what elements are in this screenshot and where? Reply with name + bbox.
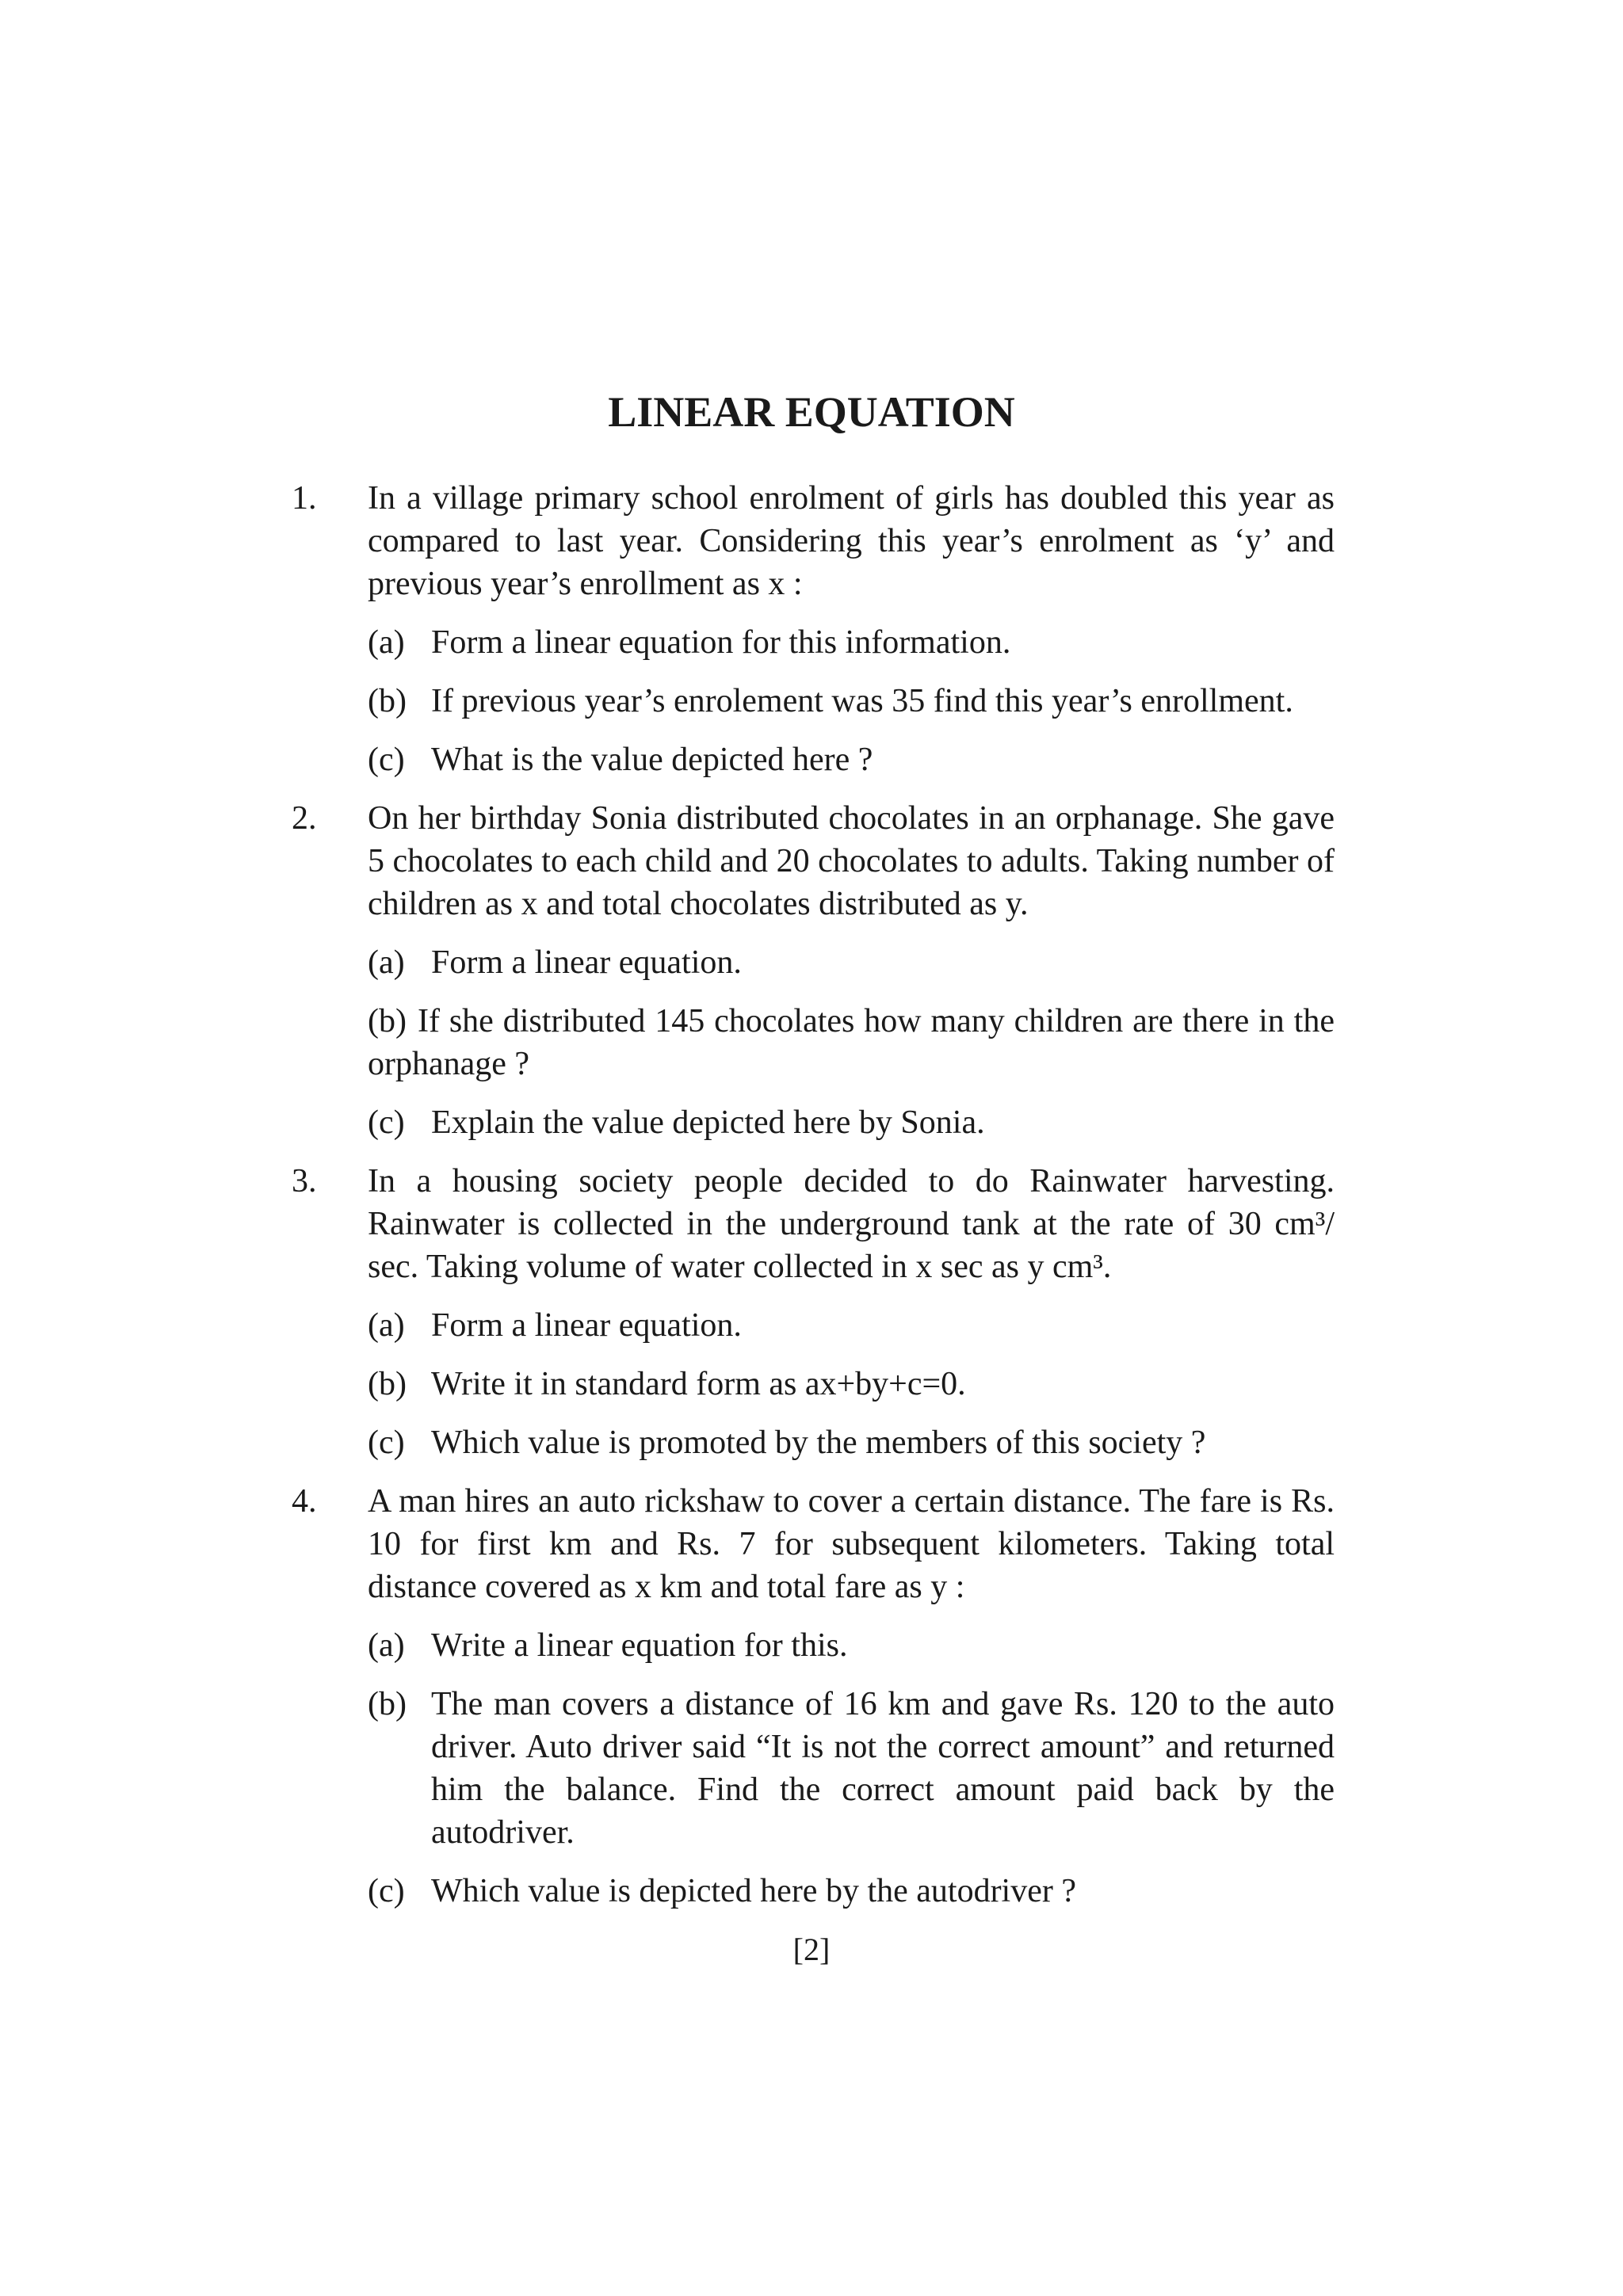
sub-question-text: Write a linear equation for this.: [431, 1627, 848, 1664]
sub-question: [368, 1421, 1335, 1464]
sub-question-label: (b): [368, 1366, 407, 1402]
sub-question-list: [368, 1304, 1335, 1464]
sub-question: [368, 1683, 1335, 1854]
question-text: In a village primary school enrolment of girls has doubled this year as compared to last year. Considering this year’s enrolment as ‘y’ and previous year’s enrollment as x :: [368, 480, 1335, 602]
sub-question-text: If previous year’s enrolement was 35 find this year’s enrollment.: [431, 683, 1293, 719]
sub-question-list: [368, 621, 1335, 781]
question-number: 1.: [292, 480, 317, 517]
sub-question: [368, 1624, 1335, 1667]
sub-question: [368, 1101, 1335, 1144]
sub-question-label: (a): [368, 624, 405, 661]
sub-question-label: (b): [368, 683, 407, 719]
sub-question-text: Explain the value depicted here by Sonia.: [431, 1104, 985, 1141]
sub-question-label: (c): [368, 1425, 405, 1461]
sub-question-label: (b): [368, 1686, 407, 1722]
sub-question-text: Which value is promoted by the members of this society ?: [431, 1425, 1206, 1461]
sub-question-label: (a): [368, 1627, 405, 1664]
sub-question-label: (c): [368, 1873, 405, 1909]
sub-question-text: Write it in standard form as ax+by+c=0.: [431, 1366, 966, 1402]
sub-question: [368, 941, 1335, 984]
sub-question: [368, 680, 1335, 723]
sub-question-text: What is the value depicted here ?: [431, 742, 873, 778]
question-3: [292, 1160, 1335, 1464]
sub-question-list: [368, 941, 1335, 1144]
sub-question-label: (b): [368, 1003, 407, 1039]
question-number: 2.: [292, 800, 317, 837]
sub-question: [368, 1870, 1335, 1913]
question-text: In a housing society people decided to do Rainwater harvesting. Rainwater is collected in the underground tank at the rate of 30 cm³/ sec. Taking volume of water collected in x sec as y cm³.: [368, 1163, 1335, 1285]
sub-question-label: (c): [368, 742, 405, 778]
sub-question-text: If she distributed 145 chocolates how many children are there in the orphanage ?: [368, 1003, 1335, 1082]
sub-question-list: [368, 1624, 1335, 1913]
question-number: 3.: [292, 1163, 317, 1199]
question-number: 4.: [292, 1483, 317, 1520]
sub-question: [368, 1304, 1335, 1347]
page-title: LINEAR EQUATION: [608, 388, 1015, 436]
sub-question: [368, 1000, 1335, 1085]
sub-question-text: Which value is depicted here by the autodriver ?: [431, 1873, 1076, 1909]
sub-question-text: Form a linear equation.: [431, 1307, 742, 1344]
sub-question: [368, 738, 1335, 781]
sub-question: [368, 621, 1335, 664]
sub-question-label: (c): [368, 1104, 405, 1141]
page-number: [2]: [792, 1932, 831, 1967]
sub-question: [368, 1363, 1335, 1405]
question-text: On her birthday Sonia distributed chocolates in an orphanage. She gave 5 chocolates to each child and 20 chocolates to adults. Taking number of children as x and total chocolates distributed as y.: [368, 800, 1335, 922]
question-4: [292, 1480, 1335, 1913]
question-text: A man hires an auto rickshaw to cover a certain distance. The fare is Rs. 10 for first km and Rs. 7 for subsequent kilometers. Taking total distance covered as x km and total fare as y :: [368, 1483, 1335, 1605]
sub-question-label: (a): [368, 944, 405, 981]
question-list: [292, 477, 1335, 1928]
sub-question-text: Form a linear equation.: [431, 944, 742, 981]
question-1: [292, 477, 1335, 781]
sub-question-text: The man covers a distance of 16 km and gave Rs. 120 to the auto driver. Auto driver said “It is not the correct amount” and returned him the balance. Find the correct amount paid back by the autodriver.: [431, 1686, 1335, 1851]
sub-question-text: Form a linear equation for this information.: [431, 624, 1011, 661]
sub-question-label: (a): [368, 1307, 405, 1344]
question-2: [292, 797, 1335, 1144]
